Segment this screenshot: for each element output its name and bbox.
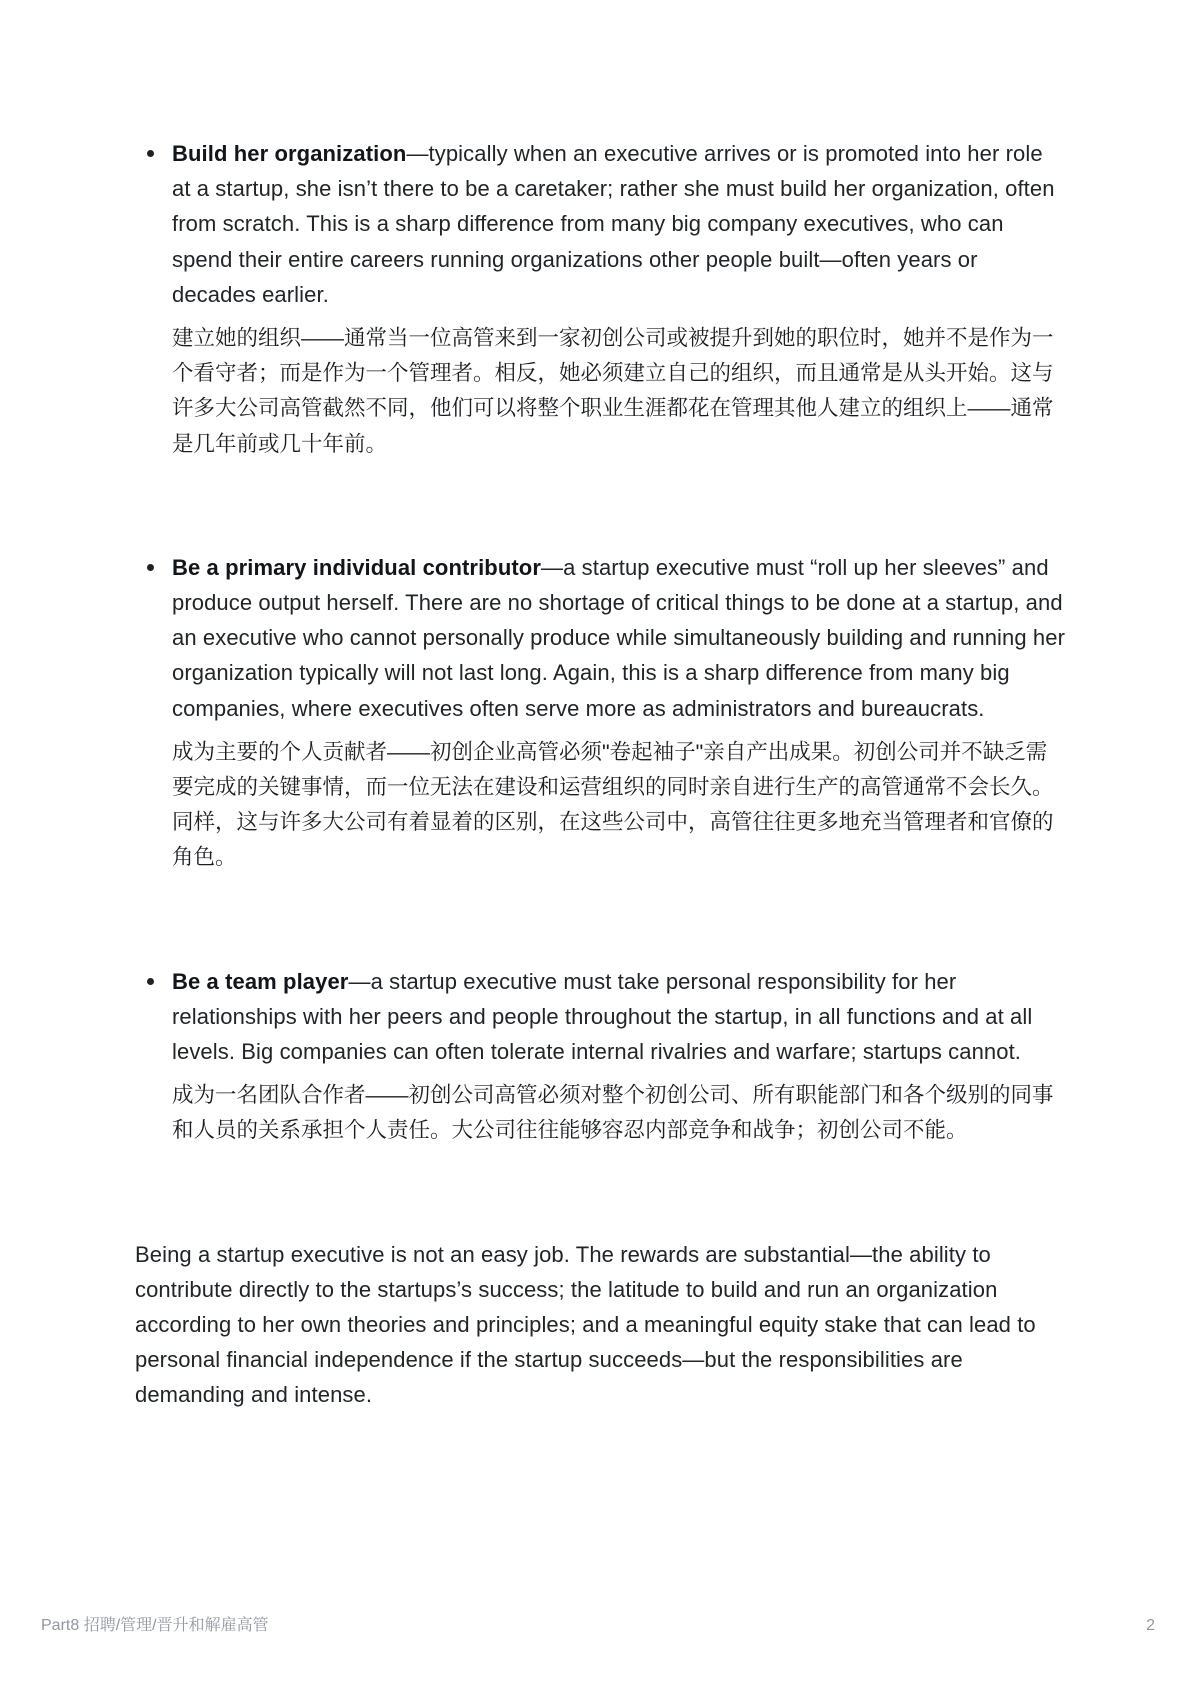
bullet-item-team-player [135, 964, 1067, 1149]
english-paragraph [172, 964, 1067, 1070]
bullet-item-primary-individual-contributor [135, 550, 1067, 876]
bullet-item-build-her-organization [135, 136, 1067, 462]
bullet-lead-bold: Be a primary individual contributor [172, 554, 542, 580]
bullet-dot-icon [147, 150, 154, 157]
chinese-translation-paragraph: 成为主要的个人贡献者——初创企业高管必须"卷起袖子"亲自产出成果。初创公司并不缺乏需要完成的关键事情，而一位无法在建设和运营组织的同时亲自进行生产的高管通常不会长久。同样，这与许多大公司有着显着的区别，在这些公司中，高管往往更多地充当管理者和官僚的角色。 [172, 739, 1054, 870]
chinese-translation-paragraph: 建立她的组织——通常当一位高管来到一家初创公司或被提升到她的职位时，她并不是作为一个看守者；而是作为一个管理者。相反，她必须建立自己的组织，而且通常是从头开始。这与许多大公司高管截然不同，他们可以将整个职业生涯都花在管理其他人建立的组织上——通常是几年前或几十年前。 [172, 326, 1054, 456]
english-paragraph [172, 550, 1067, 726]
closing-paragraph: Being a startup executive is not an easy job. The rewards are substantial—the ability to contribute directly to the startups’s success; the latitude to build and run an organization according to her own theories and principles; and a meaningful equity stake that can lead to personal financial independence if the startup succeeds—but the responsibilities are demanding and intense. [135, 1241, 1036, 1408]
page-content [135, 136, 1067, 1413]
english-paragraph [172, 136, 1067, 312]
bullet-body-text: —typically when an executive arrives or is promoted into her role at a startup, she isn’t there to be a caretaker; rather she must build her organization, often from scratch. This is a sharp difference from many big company executives, who can spend their entire careers running organizations other people built—often years or decades earlier. [172, 141, 1055, 307]
chinese-translation-paragraph: 成为一名团队合作者——初创公司高管必须对整个初创公司、所有职能部门和各个级别的同事和人员的关系承担个人责任。大公司往往能够容忍内部竞争和战争；初创公司不能。 [172, 1083, 1054, 1143]
bullet-lead-bold: Build her organization [172, 141, 407, 166]
page-footer [41, 1612, 1155, 1635]
bullet-dot-icon [147, 564, 154, 571]
bullet-body-text: —a startup executive must “roll up her sleeves” and produce output herself. There are no shortage of critical things to be done at a startup, and an executive who cannot personally produce while simultaneously building and running her organization typically will not last long. Again, this is a sharp difference from many big companies, where executives often serve more as administrators and bureaucrats. [172, 554, 1066, 721]
footer-page-number: 2 [1146, 1617, 1155, 1634]
bullet-list [135, 136, 1067, 1149]
bullet-dot-icon [147, 978, 154, 985]
bullet-lead-bold: Be a team player [172, 968, 349, 994]
footer-section-title: Part8 招聘/管理/晋升和解雇高管 [41, 1617, 269, 1634]
bullet-body-text: —a startup executive must take personal responsibility for her relationships with her peers and people throughout the startup, in all functions and at all levels. Big companies can often tolerate internal rivalries and warfare; startups cannot. [172, 968, 1033, 1065]
